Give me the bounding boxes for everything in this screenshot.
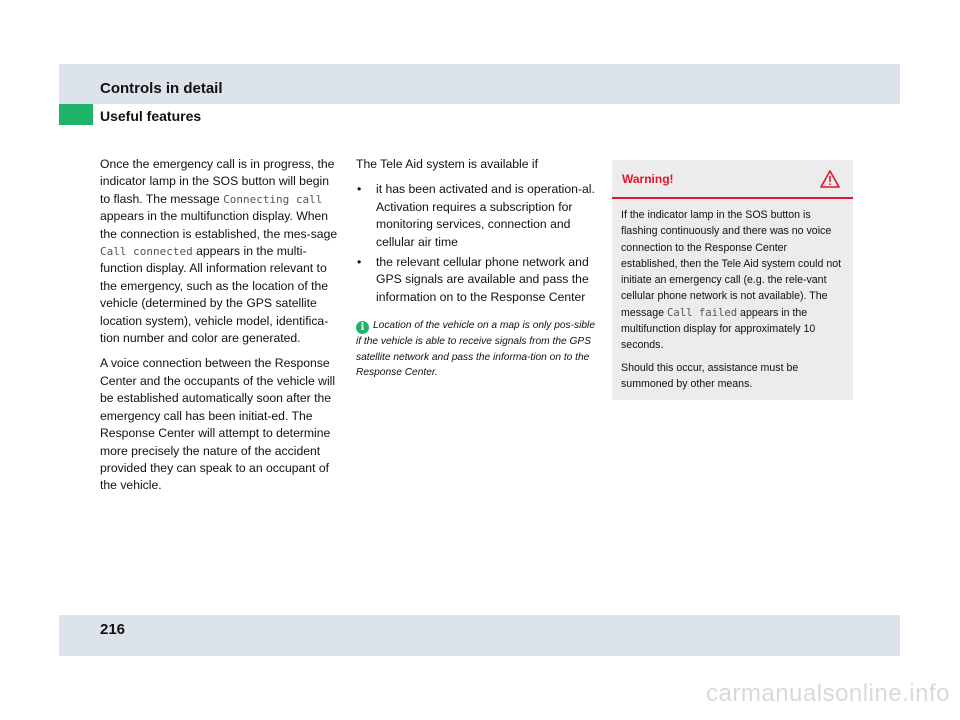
availability-intro: The Tele Aid system is available if [356,157,538,171]
paragraph-emergency-call: Once the emergency call is in progress, the indicator lamp in the SOS button will begin to flash. The message Connecting call appears in the multifunction display. When the connection is established, the mes-sage Call connected appears in the multi-function display. All information relevant to the emergency, such as the location of the vehicle (determined by the GPS satellite location system), vehicle model, identifica-tion number and color are generated. [100,157,338,346]
left-column [100,156,340,503]
watermark: carmanualsonline.info [706,680,950,707]
display-message-connected: Call connected [100,245,193,259]
info-icon: i [356,321,369,334]
availability-list [356,181,600,306]
bullet-icon: • [357,182,362,197]
warning-header [612,160,853,199]
footer-band [59,615,900,656]
warning-body [612,199,853,392]
display-message-failed: Call failed [666,306,738,319]
warning-paragraph: Should this occur, assistance must be summoned by other means. [621,361,799,390]
warning-triangle-icon [820,170,840,188]
middle-column [356,156,600,381]
chapter-title: Controls in detail [100,80,223,97]
warning-box [612,160,853,400]
warning-title: Warning! [622,172,674,186]
page-number: 216 [100,621,126,638]
section-title: Useful features [100,108,202,124]
display-message-connecting: Connecting call [223,192,323,206]
section-marker [59,104,93,125]
paragraph-voice-connection: A voice connection between the Response Center and the occupants of the vehicle will be established automatically soon after the emergency call has been initiat-ed. The Response Center will attempt to determine more precisely the nature of the accident provided they can speak to an occupant of the vehicle. [100,356,336,493]
bullet-icon: • [357,255,362,270]
list-item: • it has been activated and is operation-al. Activation requires a subscription for monitoring services, connection and cellular air time [357,182,595,249]
warning-paragraph: If the indicator lamp in the SOS button is flashing continuously and there was no voice connection to the Response Center established, then the Tele Aid system could not initiate an emergency call (e.g. the rele-vant cellular phone network is not available). The message Call failed appears in the multifunction display for approximately 10 seconds. [621,209,842,352]
list-item: • the relevant cellular phone network and GPS signals are available and pass the information on to the Response Center [357,255,589,304]
info-note: i Location of the vehicle on a map is only pos-sible if the vehicle is able to receive signals from the GPS satellite network and pass the informa-tion on to the Response Center. [356,320,595,379]
